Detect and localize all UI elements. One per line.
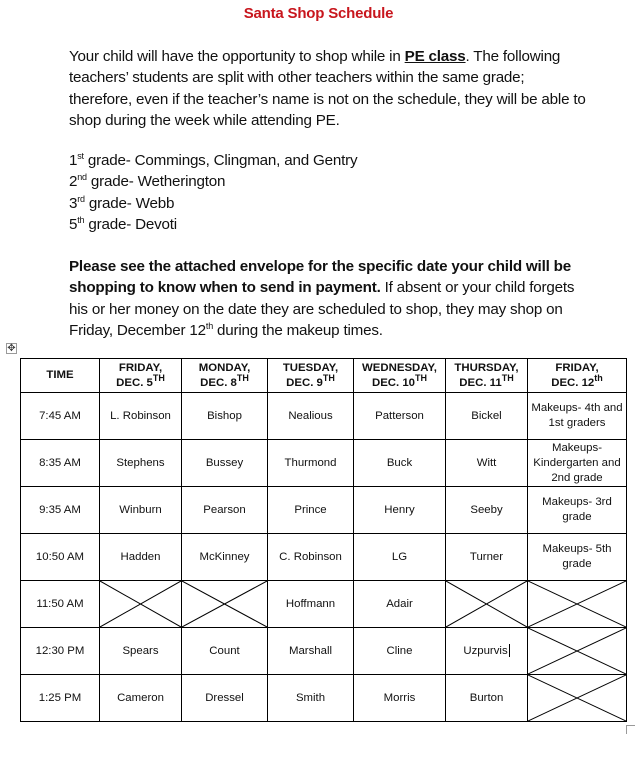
notice-end: during the makeup times. (213, 321, 383, 339)
cell-text: Dressel (205, 691, 244, 704)
grade-teachers: grade- Wetherington (86, 173, 226, 191)
teacher-cell[interactable] (354, 675, 446, 722)
header-date (448, 372, 525, 391)
cell-text: Stephens (116, 456, 165, 469)
unavailable-cell[interactable] (446, 581, 528, 628)
notice-paragraph (69, 256, 589, 341)
cell-text: Hadden (120, 550, 161, 563)
table-row (21, 440, 627, 487)
teacher-cell[interactable] (354, 487, 446, 534)
grade-suffix: st (77, 150, 84, 161)
teacher-cell[interactable] (182, 393, 268, 440)
column-header (100, 359, 182, 393)
header-date-text: DEC. 5 (116, 376, 153, 389)
header-date-sup: TH (152, 372, 165, 383)
header-date-text: DEC. 10 (371, 376, 416, 389)
header-date-text: DEC. 12 (551, 376, 595, 389)
teacher-cell[interactable] (528, 440, 627, 487)
teacher-cell[interactable] (182, 628, 268, 675)
header-date-sup: TH (501, 372, 514, 383)
intro-text: Your child will have the opportunity to shop while in (69, 48, 405, 65)
grade-item (69, 193, 589, 214)
table-resize-handle[interactable] (626, 725, 635, 734)
cell-text: Uzpurvis (463, 644, 508, 657)
header-day: THURSDAY, (454, 361, 519, 374)
intro-text-continued: . The following teachers’ students are split with other teachers within the same grade; therefore, even if the teacher’s name is not on the schedule, they will be able to shop during the week while attending PE. (69, 48, 586, 129)
cell-text: Adair (386, 597, 413, 610)
header-date-sup: TH (415, 372, 428, 383)
cell-text: Smith (295, 691, 326, 704)
header-day: FRIDAY, (118, 361, 163, 374)
document-title: Santa Shop Schedule (243, 5, 394, 22)
teacher-cell[interactable] (268, 393, 354, 440)
table-row (21, 675, 627, 722)
header-day: TUESDAY, (282, 361, 339, 374)
table-row (21, 487, 627, 534)
cell-text: Cline (386, 644, 413, 657)
grade-number: 1 (69, 152, 78, 169)
cross-out-icon (528, 581, 626, 627)
time-cell: 11:50 AM (21, 581, 100, 628)
teacher-cell[interactable] (528, 487, 627, 534)
column-header (528, 359, 627, 393)
column-header (268, 359, 354, 393)
header-date (530, 372, 624, 391)
cell-text: LG (391, 550, 408, 563)
teacher-cell[interactable] (268, 675, 354, 722)
cell-text: Bishop (207, 409, 242, 422)
grade-teachers: grade- Commings, Clingman, and Gentry (83, 152, 358, 169)
grade-suffix: th (77, 214, 85, 225)
cell-text: Thurmond (284, 456, 337, 469)
cell-text: McKinney (199, 550, 250, 563)
table-row (21, 628, 627, 675)
grade-suffix: nd (77, 172, 87, 183)
cell-text: Nealious (288, 409, 333, 422)
cross-out-icon (528, 628, 626, 674)
grade-number: 2 (69, 173, 78, 191)
cell-text: Cameron (117, 691, 164, 704)
column-header (354, 359, 446, 393)
header-day: MONDAY, (198, 361, 251, 374)
header-time: TIME (46, 369, 74, 381)
teacher-cell[interactable] (446, 393, 528, 440)
header-row (21, 359, 627, 393)
notice-text: If absent or your child forgets his or her money on the date they are scheduled to shop, they may shop on Friday, December 12 (69, 279, 575, 339)
table-move-handle-icon[interactable]: ✥ (7, 343, 16, 354)
table-row (21, 581, 627, 628)
teacher-cell[interactable] (446, 440, 528, 487)
teacher-cell[interactable] (182, 534, 268, 581)
column-header (446, 359, 528, 393)
header-date-text: DEC. 8 (200, 376, 237, 389)
cell-text: Makeups- Kindergarten and 2nd grade (533, 441, 621, 484)
teacher-cell[interactable] (268, 440, 354, 487)
time-cell: 1:25 PM (21, 675, 100, 722)
table-row (21, 534, 627, 581)
grade-number: 5 (69, 215, 78, 233)
teacher-cell[interactable] (100, 675, 182, 722)
teacher-cell[interactable] (446, 628, 528, 675)
teacher-cell[interactable] (100, 487, 182, 534)
teacher-cell[interactable] (354, 393, 446, 440)
teacher-cell[interactable] (446, 675, 528, 722)
cell-text: C. Robinson (279, 550, 342, 563)
teacher-cell[interactable] (354, 534, 446, 581)
grade-item (69, 171, 589, 192)
header-date (356, 372, 443, 391)
teacher-cell[interactable] (528, 393, 627, 440)
cell-text: Turner (469, 550, 504, 563)
grade-item (69, 150, 589, 171)
cell-text: Buck (386, 456, 413, 469)
teacher-cell[interactable] (268, 581, 354, 628)
cell-text: Burton (469, 691, 504, 704)
column-header (182, 359, 268, 393)
unavailable-cell[interactable] (528, 675, 627, 722)
notice-bold-text: Please see the attached envelope for the specific date your child will be shopping to know when to send in payment. (69, 258, 571, 297)
header-date (184, 372, 265, 391)
cross-out-icon (528, 675, 626, 721)
cell-text: Morris (383, 691, 416, 704)
header-date-text: DEC. 11 (459, 376, 502, 389)
header-date-sup: TH (322, 372, 335, 383)
teacher-cell[interactable] (354, 440, 446, 487)
cross-out-icon (100, 581, 181, 627)
cell-text: Bussey (205, 456, 244, 469)
teacher-cell[interactable] (354, 628, 446, 675)
time-cell: 9:35 AM (21, 487, 100, 534)
grade-teachers: grade- Webb (84, 194, 175, 212)
grade-suffix: rd (77, 193, 85, 204)
teacher-cell[interactable] (100, 440, 182, 487)
header-date-sup: th (594, 372, 603, 383)
cell-text: Pearson (203, 503, 246, 516)
cell-text: Spears (122, 644, 159, 657)
cell-text: Makeups- 5th grade (542, 543, 612, 570)
time-cell: 10:50 AM (21, 534, 100, 581)
cell-text: Winburn (119, 503, 162, 516)
grade-number: 3 (69, 194, 78, 212)
grade-list (69, 150, 589, 235)
teacher-cell[interactable] (182, 440, 268, 487)
cell-text: Patterson (375, 409, 424, 422)
teacher-cell[interactable] (100, 393, 182, 440)
header-day: FRIDAY, (555, 361, 599, 374)
cell-text: Hoffmann (285, 597, 336, 610)
cell-text: Makeups- 4th and 1st graders (531, 402, 623, 429)
teacher-cell[interactable] (528, 534, 627, 581)
text-cursor (509, 644, 510, 657)
teacher-cell[interactable] (268, 534, 354, 581)
intro-paragraph (69, 46, 589, 131)
cell-text: Marshall (288, 644, 333, 657)
cell-text: Henry (384, 503, 415, 516)
teacher-cell[interactable] (100, 628, 182, 675)
pe-class-emphasis: PE class (404, 48, 466, 65)
cell-text: L. Robinson (110, 409, 171, 422)
schedule-table (20, 358, 627, 722)
notice-sup: th (205, 320, 213, 331)
teacher-cell[interactable] (446, 487, 528, 534)
teacher-cell[interactable] (446, 534, 528, 581)
teacher-cell[interactable] (182, 487, 268, 534)
time-cell: 8:35 AM (21, 440, 100, 487)
cell-text: Seeby (470, 503, 503, 516)
cell-text: Witt (476, 456, 497, 469)
teacher-cell[interactable] (100, 534, 182, 581)
column-header (21, 359, 100, 393)
teacher-cell[interactable] (182, 675, 268, 722)
time-cell: 12:30 PM (21, 628, 100, 675)
grade-item (69, 214, 589, 235)
teacher-cell[interactable] (268, 487, 354, 534)
table-row (21, 393, 627, 440)
unavailable-cell[interactable] (528, 581, 627, 628)
teacher-cell[interactable] (354, 581, 446, 628)
cross-out-icon (182, 581, 267, 627)
cell-text: Makeups- 3rd grade (542, 496, 612, 523)
grade-teachers: grade- Devoti (84, 215, 177, 233)
cross-out-icon (446, 581, 527, 627)
cell-text: Count (209, 644, 240, 657)
teacher-cell[interactable] (268, 628, 354, 675)
header-date-text: DEC. 9 (286, 376, 323, 389)
header-date-sup: TH (236, 372, 249, 383)
cell-text: Prince (294, 503, 327, 516)
cell-text: Bickel (471, 409, 502, 422)
header-day: WEDNESDAY, (362, 361, 437, 374)
unavailable-cell[interactable] (528, 628, 627, 675)
unavailable-cell[interactable] (182, 581, 268, 628)
time-cell: 7:45 AM (21, 393, 100, 440)
header-date (270, 372, 351, 391)
unavailable-cell[interactable] (100, 581, 182, 628)
header-date (102, 372, 179, 391)
